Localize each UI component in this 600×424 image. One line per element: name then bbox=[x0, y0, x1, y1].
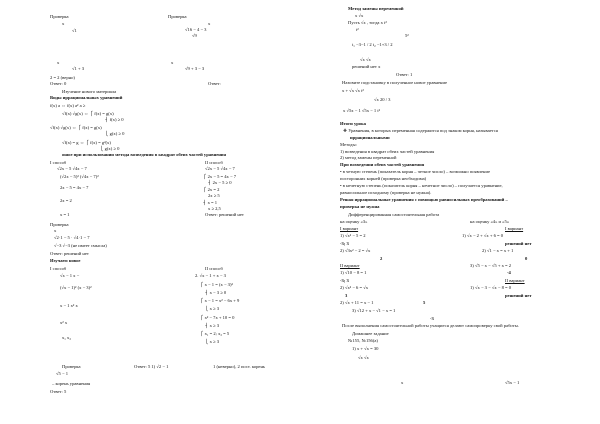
math-line: √−3 √−3 (не имеет смысла) bbox=[54, 243, 107, 248]
answer-line: Ответ: 1 bbox=[396, 72, 413, 77]
math-line: 1) √x − 2 + √x + 6 = 0 bbox=[462, 233, 504, 238]
math-line: ⎧ x − 1 = (x − 3)² bbox=[200, 282, 233, 287]
math-line: √f(x) = g ⇔ ⎧ f(x) = g²(x) bbox=[62, 140, 111, 145]
math-line: x bbox=[171, 60, 174, 65]
math-line: √5 − 1 bbox=[56, 371, 69, 376]
column-label: на оценку «4» и «5» bbox=[470, 219, 510, 224]
math-line: ⎨ x = 1 bbox=[203, 200, 218, 205]
math-line: 2) √1 − x = x + 1 bbox=[482, 248, 514, 253]
section-heading: Итоги урока bbox=[340, 121, 366, 126]
math-line: f(x) a ⇔ f(x) a² a ≥ bbox=[50, 103, 86, 108]
text-line: проверка не нужна bbox=[340, 204, 380, 209]
text-line: иррациональными bbox=[350, 135, 390, 140]
answer-line: решений нет bbox=[505, 293, 532, 298]
text-line: – корень уравнения bbox=[52, 381, 91, 386]
math-line: 2) √x² − 6 = √x bbox=[340, 285, 369, 290]
math-line: ⎧ x² − 7x + 10 = 0 bbox=[200, 315, 235, 320]
math-line: x √5x − 1 √5x − 1 t² bbox=[343, 108, 380, 113]
math-line: x bbox=[57, 60, 60, 65]
text-line: Домашнее задание bbox=[352, 331, 389, 336]
math-line: x₁ x₂ bbox=[62, 335, 71, 340]
math-line: x² x bbox=[60, 320, 68, 325]
text-line: посторонних корней (проверка необходима) bbox=[340, 176, 427, 181]
column-label: I способ bbox=[50, 266, 67, 271]
math-line: (√x − 1)² (x − 3)² bbox=[60, 285, 92, 290]
text-line: Решая иррациональные уравнения с помощью равносильных преобразований – bbox=[340, 197, 508, 202]
math-line: 1) √x² − 5 = 2 bbox=[340, 233, 366, 238]
math-line: 3) √12 + x − √1 − x = 1 bbox=[352, 308, 396, 313]
text-line: Назовите подстановку в полученное новое уравнение bbox=[342, 80, 447, 85]
section-heading: Изучаем новое bbox=[50, 258, 81, 263]
math-line: ⎧ x₁ = 2; x₂ = 5 bbox=[200, 331, 230, 336]
text-line: После выполнения самостоятельной работы учащиеся делают самопроверку свой работы. bbox=[342, 323, 519, 328]
math-line: ⎩ x ≥ 3 bbox=[205, 306, 220, 311]
math-line: √1 + 3 bbox=[72, 66, 85, 71]
math-line: 2x = 2 bbox=[60, 198, 72, 203]
math-line: ⎩ g(x) ≥ 0 bbox=[105, 131, 125, 136]
math-line: √2x − 5 √4x − 7 bbox=[57, 166, 87, 171]
math-line: √f(x) √g(x) ⇔ ⎧ f(x) = g(x) bbox=[62, 111, 114, 116]
text-line: Методы: bbox=[340, 142, 357, 147]
math-line: x √x bbox=[355, 13, 364, 18]
variant-label: I вариант bbox=[340, 226, 359, 231]
math-line: x = 1 bbox=[60, 212, 70, 217]
math-line: √2·1 − 5 · √4·1 − 7 bbox=[54, 235, 90, 240]
math-line: √x √x bbox=[360, 57, 371, 62]
math-line: √5x − 1 bbox=[505, 380, 520, 385]
math-line: x bbox=[62, 21, 65, 26]
section-heading: Метод замены переменной bbox=[348, 6, 404, 11]
math-line: 1) x + √x = 30 bbox=[352, 346, 379, 351]
math-line: ⎧ x − 1 = x² − 6x + 9 bbox=[200, 298, 240, 303]
variant-label: II вариант bbox=[505, 278, 525, 283]
variant-label: I вариант bbox=[505, 226, 524, 231]
text-line: 2) метод замены переменной bbox=[340, 155, 397, 160]
text-line: 1 (неверно), 2 пост. корень bbox=[213, 364, 266, 369]
math-line: t₁ −3−1 / 2 t₂ −1+3 / 2 bbox=[352, 42, 393, 47]
column-label: II способ bbox=[205, 160, 223, 165]
math-line: √f(x) √g(x) ⇔ ⎧ f(x) = g(x) bbox=[50, 125, 102, 130]
answer-line: Ответ: 5 bbox=[50, 389, 67, 394]
text-line: 1) возведения в квадрат обеих частей уравнения bbox=[340, 149, 435, 154]
math-line: ⎩ g(x) ≥ 0 bbox=[100, 146, 120, 151]
math-line: ⎩ x ≥ 3 bbox=[205, 339, 220, 344]
answer-line: Ответ: решений нет bbox=[50, 251, 89, 256]
answer-line: -3; 3 bbox=[340, 241, 349, 246]
math-line: √x 20 / 3 bbox=[374, 97, 391, 102]
math-line: x bbox=[208, 21, 211, 26]
text-line: • в четную степень (показатель корня – четное число) – возможно появление bbox=[340, 169, 491, 174]
answer-line: решений нет bbox=[505, 241, 532, 246]
text-line: 2 = 2 (верно) bbox=[50, 75, 75, 80]
section-heading: ошое при использовании метода возведения в квадрат обеих частей уравнения bbox=[62, 152, 227, 157]
text-line: №155, №156(а) bbox=[348, 338, 378, 343]
text-line: равносильное исходному (проверка не нужна). bbox=[340, 190, 432, 195]
section-heading: Изучение нового материала bbox=[62, 89, 117, 94]
answer-line: Ответ: решений нет bbox=[205, 212, 244, 217]
math-line: 2) √x + 11 = x − 1 bbox=[340, 300, 374, 305]
check-label: Проверка bbox=[50, 222, 69, 227]
answer-line: Ответ: 0 bbox=[50, 81, 67, 86]
answer-line: -3 bbox=[430, 316, 434, 321]
answer-line: Ответ: 5 1) √2 − 1 bbox=[134, 364, 169, 369]
column-label: на оценку «3» bbox=[340, 219, 368, 224]
math-line: √x √x bbox=[358, 355, 369, 360]
math-line: x bbox=[54, 228, 57, 233]
math-line: 2) √3x² − 2 = √x bbox=[340, 248, 371, 253]
math-line: 5² bbox=[405, 33, 409, 38]
math-line: 1) √x − 3 − √x − 8 = 0 bbox=[470, 285, 512, 290]
math-line: ⎨ f(x) ≥ 0 bbox=[105, 117, 124, 122]
answer-line: -3; 3 bbox=[340, 278, 349, 283]
check-label: Проверка bbox=[62, 364, 81, 369]
math-line: √2x − 5 √4x − 7 bbox=[205, 166, 235, 171]
math-line: √1 bbox=[72, 28, 77, 33]
math-line: ⎨ x − 3 ≥ 0 bbox=[205, 290, 227, 295]
text-line: Пусть √x , тогда x t² bbox=[348, 20, 387, 25]
math-line: 2x − 5 = 4x − 7 bbox=[60, 185, 89, 190]
math-line: ⎨ 2x − 5 ≥ 0 bbox=[208, 180, 232, 185]
section-heading: Виды иррациональных уравнений bbox=[50, 95, 123, 100]
answer-line: Ответ: bbox=[208, 81, 221, 86]
math-line: 2. √x − 1 + x − 3 bbox=[195, 273, 226, 278]
math-line: √9 + 3 − 3 bbox=[185, 66, 205, 71]
column-label: II способ bbox=[205, 266, 223, 271]
variant-label: II вариант bbox=[340, 263, 360, 268]
text-line: решений нет x bbox=[352, 64, 381, 69]
text-line: ❖ Уравнения, в которых переменная содержится под знаком корня, называется bbox=[343, 128, 498, 133]
math-line: √9 bbox=[192, 33, 197, 38]
check-label: Проверка bbox=[168, 14, 187, 19]
math-line: x − 1 x² x bbox=[60, 303, 78, 308]
check-label: Проверка bbox=[50, 14, 69, 19]
math-line: x bbox=[401, 380, 404, 385]
math-line: t² bbox=[356, 27, 359, 32]
answer-line: -4 bbox=[507, 270, 511, 275]
math-line: √x − 1 x − bbox=[60, 273, 80, 278]
math-line: x + √x √x t² bbox=[342, 88, 364, 93]
answer-line: 2 bbox=[380, 256, 383, 261]
math-line: x ≥ 2,5 bbox=[208, 206, 221, 211]
answer-line: 0 bbox=[525, 256, 528, 261]
math-line: √16 − 4 − 3 bbox=[185, 27, 207, 32]
column-label: I способ bbox=[50, 160, 67, 165]
text-line: • в нечетную степень (показатель корня – нечетное число) – получается уравнение, bbox=[340, 183, 503, 188]
math-line: 2x ≥ 5 bbox=[208, 193, 220, 198]
answer-line: 3 bbox=[345, 293, 348, 298]
math-line: ⎧ 2x − 5 = 4x − 7 bbox=[203, 174, 237, 179]
answer-line: 5 bbox=[423, 300, 426, 305]
math-line: 1) √10 − 8 = 1 bbox=[340, 270, 367, 275]
math-line: (√2x − 5)² (√4x − 7)² bbox=[60, 174, 99, 179]
math-line: ⎧ 2x = 2 bbox=[203, 187, 220, 192]
math-line: ⎨ x ≥ 3 bbox=[205, 323, 220, 328]
text-line: При возведении обеих частей уравнения bbox=[340, 162, 425, 167]
text-line: Дифференцированная самостоятельная работа bbox=[348, 212, 440, 217]
math-line: 3) √5 − x − √5 + x = 2 bbox=[470, 263, 512, 268]
